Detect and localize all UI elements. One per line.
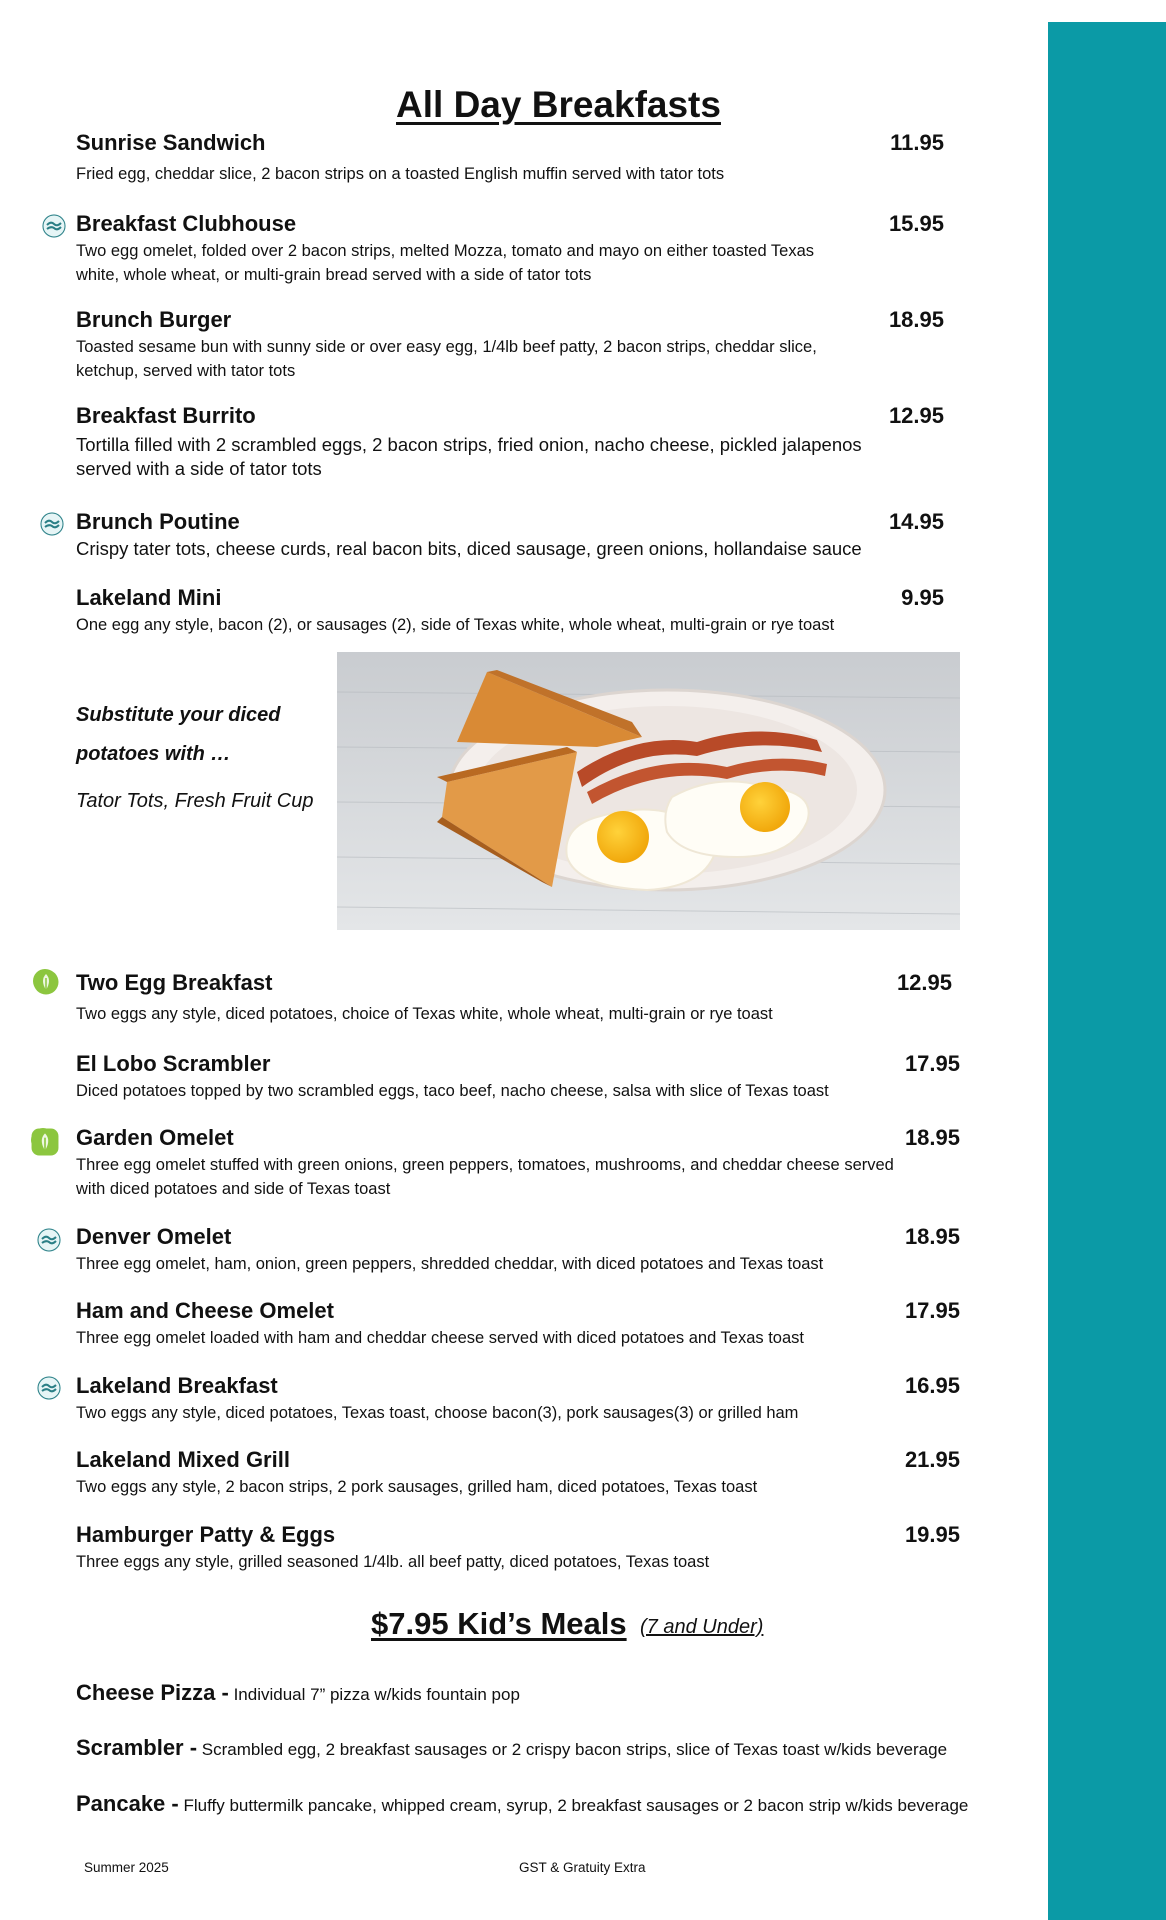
item-description: Two egg omelet, folded over 2 bacon strips, melted Mozza, tomato and mayo on either toasted Texas white, whole wheat, or multi-grain bread served with a side of tator tots <box>76 242 815 284</box>
item-name: Lakeland Breakfast <box>76 1373 278 1398</box>
menu-item <box>76 1051 960 1103</box>
item-description: Diced potatoes topped by two scrambled eggs, taco beef, nacho cheese, salsa with slice of Texas toast <box>76 1082 829 1100</box>
item-description: Three egg omelet, ham, onion, green peppers, shredded cheddar, with diced potatoes and Texas toast <box>76 1255 824 1273</box>
menu-item <box>76 585 946 637</box>
item-name: Denver Omelet <box>76 1224 232 1249</box>
kids-item <box>76 1735 947 1761</box>
item-price: 17.95 <box>904 1298 960 1323</box>
item-price: 18.95 <box>904 1224 960 1249</box>
item-name: Hamburger Patty & Eggs <box>76 1522 336 1547</box>
item-description: Fried egg, cheddar slice, 2 bacon strips on a toasted English muffin served with tator tots <box>76 165 725 183</box>
item-price: 11.95 <box>890 130 944 155</box>
item-description: One egg any style, bacon (2), or sausages (2), side of Texas white, whole wheat, multi-grain or rye toast <box>76 616 835 634</box>
breakfast-photo <box>337 652 960 930</box>
substitute-line-2: potatoes with … <box>76 743 231 765</box>
item-price: 21.95 <box>904 1447 960 1472</box>
item-price: 12.95 <box>888 403 944 428</box>
item-name: Brunch Burger <box>76 307 232 332</box>
menu-item <box>76 509 946 561</box>
kids-item <box>76 1680 520 1706</box>
item-price: 12.95 <box>896 970 952 995</box>
item-price: 15.95 <box>888 211 944 236</box>
item-name: Two Egg Breakfast <box>76 970 273 995</box>
item-name: Breakfast Burrito <box>76 403 256 428</box>
substitute-line-1: Substitute your diced <box>76 704 281 726</box>
wave-logo-icon <box>37 1376 61 1400</box>
item-price: 17.95 <box>904 1051 960 1076</box>
kids-item-name: Cheese Pizza - <box>76 1680 229 1705</box>
menu-item <box>76 1224 960 1276</box>
substitute-note <box>76 696 336 813</box>
menu-item <box>76 1447 960 1499</box>
menu-item <box>76 130 946 186</box>
kids-item-description: Fluffy buttermilk pancake, whipped cream, syrup, 2 breakfast sausages or 2 bacon strip w/kids beverage <box>183 1796 969 1815</box>
item-description: Three eggs any style, grilled seasoned 1/4lb. all beef patty, diced potatoes, Texas toast <box>76 1553 710 1571</box>
item-name: Lakeland Mini <box>76 585 222 610</box>
item-description: Crispy tater tots, cheese curds, real bacon bits, diced sausage, green onions, hollandaise sauce <box>76 538 862 559</box>
item-name: Breakfast Clubhouse <box>76 211 297 236</box>
item-price: 9.95 <box>901 585 944 610</box>
item-name: El Lobo Scrambler <box>76 1051 271 1076</box>
kids-meals-title: $7.95 Kid’s Meals <box>371 1606 627 1641</box>
item-name: Lakeland Mixed Grill <box>76 1447 290 1472</box>
wave-logo-icon <box>37 1228 61 1252</box>
footer-tax-note: GST & Gratuity Extra <box>519 1860 646 1875</box>
item-description: Three egg omelet loaded with ham and cheddar cheese served with diced potatoes and Texas toast <box>76 1329 804 1347</box>
item-description: Three egg omelet stuffed with green onions, green peppers, tomatoes, mushrooms, and cheddar cheese served with diced potatoes and side of Texas toast <box>76 1156 894 1198</box>
footer-season: Summer 2025 <box>84 1860 169 1875</box>
menu-item <box>76 970 952 1026</box>
item-description: Two eggs any style, diced potatoes, Texas toast, choose bacon(3), pork sausages(3) or grilled ham <box>76 1404 799 1422</box>
page-title: All Day Breakfasts <box>396 84 721 125</box>
item-price: 16.95 <box>904 1373 960 1398</box>
substitute-options: Tator Tots, Fresh Fruit Cup <box>76 790 314 812</box>
item-description: Two eggs any style, diced potatoes, choice of Texas white, whole wheat, multi-grain or rye toast <box>76 1005 773 1023</box>
kids-item-description: Individual 7” pizza w/kids fountain pop <box>233 1685 520 1704</box>
vegetarian-leaf-icon <box>31 1128 55 1152</box>
item-price: 18.95 <box>904 1125 960 1150</box>
menu-item <box>76 1373 960 1425</box>
menu-item <box>76 1298 960 1350</box>
kids-item <box>76 1791 968 1817</box>
item-name: Garden Omelet <box>76 1125 234 1150</box>
vegetarian-leaf-icon <box>33 969 57 993</box>
menu-item <box>76 1125 960 1201</box>
kids-item-name: Pancake - <box>76 1791 179 1816</box>
menu-item <box>76 211 946 287</box>
kids-item-name: Scrambler - <box>76 1735 198 1760</box>
item-name: Brunch Poutine <box>76 509 240 534</box>
menu-item <box>76 403 946 481</box>
wave-logo-icon <box>42 214 66 238</box>
teal-side-bar <box>1048 22 1166 1920</box>
item-description: Two eggs any style, 2 bacon strips, 2 pork sausages, grilled ham, diced potatoes, Texas toast <box>76 1478 758 1496</box>
item-name: Ham and Cheese Omelet <box>76 1298 334 1323</box>
item-price: 14.95 <box>888 509 944 534</box>
menu-item <box>76 307 946 383</box>
item-name: Sunrise Sandwich <box>76 130 266 155</box>
menu-item <box>76 1522 960 1574</box>
item-price: 19.95 <box>904 1522 960 1547</box>
kids-age-note: (7 and Under) <box>640 1616 764 1638</box>
item-description: Tortilla filled with 2 scrambled eggs, 2 bacon strips, fried onion, nacho cheese, pickled jalapenos served with a side of tator tots <box>76 434 862 479</box>
wave-logo-icon <box>40 512 64 536</box>
item-description: Toasted sesame bun with sunny side or over easy egg, 1/4lb beef patty, 2 bacon strips, cheddar slice, ketchup, served with tator tots <box>76 338 817 380</box>
item-price: 18.95 <box>888 307 944 332</box>
kids-item-description: Scrambled egg, 2 breakfast sausages or 2 crispy bacon strips, slice of Texas toast w/kids beverage <box>201 1740 948 1759</box>
